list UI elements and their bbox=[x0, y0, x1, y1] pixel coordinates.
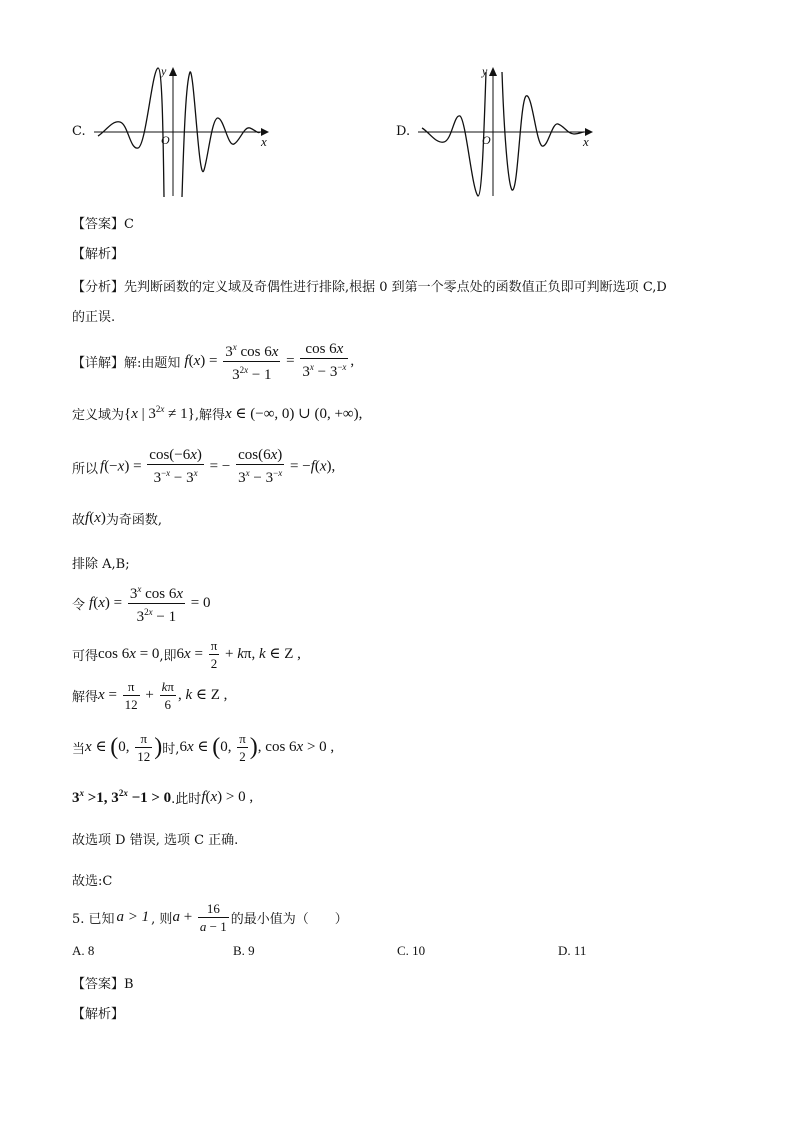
jiede-text: 解得 bbox=[72, 689, 99, 705]
graph-origin: O bbox=[482, 133, 491, 147]
graph-origin: O bbox=[161, 133, 170, 147]
formula-6x: 6x = $\frac{\pi}{2}$ + kπ, k ∈ Z , bbox=[176, 637, 301, 671]
q5-option-b: B. 9 bbox=[233, 943, 255, 958]
sign-line bbox=[72, 788, 253, 807]
detail-intro: 解:由题知 bbox=[124, 355, 181, 371]
exclude-line: 排除 A,B; bbox=[72, 557, 130, 572]
d-wrong-line: 故选项 D 错误, 选项 C 正确. bbox=[72, 833, 239, 848]
ling-text: 令 bbox=[72, 597, 86, 613]
domain-prefix: 定义域为 bbox=[72, 408, 125, 423]
fenxi-line-2: 的正误. bbox=[72, 310, 116, 325]
odd-conclusion-line bbox=[72, 509, 162, 528]
q5-answer-tag: 【答案】 bbox=[72, 977, 125, 992]
domain-line bbox=[72, 404, 362, 423]
gu-text: 故 bbox=[72, 513, 86, 528]
formula-sign: $3^x >1$, $3^{2x} -1 > 0$ bbox=[72, 788, 172, 806]
formula-f-neg-x: f(−x) = $\frac{\cos(-6x)}{3^{-x} - 3^x}$ = − $\frac{\cos(6x)}{3^x - 3^{-x}}$ = −f(x), bbox=[100, 447, 336, 486]
q5-answer-line bbox=[72, 973, 134, 992]
formula-zero-eq: f(x) = $\frac{3^x \cos 6x}{3^{2x} - 1}$ = 0 bbox=[89, 581, 210, 626]
formula-fx: f(x) bbox=[85, 510, 106, 526]
odd-text: 为奇函数, bbox=[105, 513, 162, 528]
fenxi-line-1 bbox=[72, 276, 667, 295]
interval-line bbox=[72, 724, 334, 770]
answer-tag: 【答案】 bbox=[72, 217, 125, 232]
ji-text: ,即 bbox=[159, 648, 177, 664]
graph-option-d bbox=[396, 62, 606, 202]
fenxi-text: 先判断函数的定义域及奇偶性进行排除,根据 0 到第一个零点处的函数值正负即可判断选项 C,D bbox=[124, 280, 667, 295]
formula-6x-interval: 6x ∈ (0, $\frac{\pi}{2}$ ), cos 6x > 0 , bbox=[179, 730, 335, 764]
graph-option-label: D. bbox=[396, 124, 411, 139]
formula-x-interval: x ∈ (0, $\frac{\pi}{12}$ ) bbox=[85, 730, 163, 764]
graph-axis-x: x bbox=[583, 134, 589, 149]
suoyi-text: 所以 bbox=[72, 461, 99, 477]
q5-condition: a > 1 bbox=[116, 908, 150, 925]
fenxi-tag: 【分析】 bbox=[72, 280, 125, 295]
formula-fx-def: f(x) = $\frac{3^x \cos 6x}{3^{2x} - 1}$ = $\frac{\cos 6x}{3^x - 3^{-x}}$ , bbox=[184, 339, 354, 384]
q5-suffix: 的最小值为（ ） bbox=[230, 911, 348, 927]
q5-option-d: D. 11 bbox=[558, 943, 587, 958]
formula-x-solution: x = $\frac{\pi}{12}$ + $\frac{k\pi}{6}$ , k ∈ Z , bbox=[98, 678, 228, 712]
q5-analysis-tag: 【解析】 bbox=[72, 1007, 125, 1022]
graph-option-label: C. bbox=[72, 124, 86, 139]
zero-line bbox=[72, 582, 210, 624]
formula-cos-zero: cos 6x = 0 bbox=[98, 645, 160, 662]
solve-x-line bbox=[72, 675, 227, 715]
answer-line bbox=[72, 213, 134, 232]
formula-domain-result: x ∈ (−∞, 0) ∪ (0, +∞), bbox=[224, 406, 363, 422]
detail-tag: 【详解】 bbox=[72, 355, 125, 371]
q5-prefix: 5. 已知 bbox=[72, 911, 115, 927]
cos-zero-line bbox=[72, 636, 301, 672]
formula-q5-expr: a + $\frac{16}{a - 1}$ bbox=[172, 900, 227, 934]
detail-line bbox=[72, 340, 354, 382]
formula-domain-set: {x | $3^{2x} \ne 1$} bbox=[124, 404, 195, 422]
graph-option-c bbox=[72, 62, 282, 202]
odd-derivation-line bbox=[72, 446, 335, 488]
formula-fx-positive: f(x) > 0 , bbox=[201, 789, 254, 805]
q5-stem bbox=[72, 898, 348, 936]
cishi-text: .此时 bbox=[171, 792, 202, 807]
domain-mid: ,解得 bbox=[194, 408, 225, 423]
analysis-tag: 【解析】 bbox=[72, 247, 125, 262]
graph-axis-x: x bbox=[261, 134, 267, 149]
graph-c-svg bbox=[72, 62, 282, 202]
graph-axis-y: y bbox=[482, 64, 488, 78]
shi-text: 时, bbox=[162, 741, 180, 757]
answer-value: C bbox=[124, 217, 134, 232]
q5-option-c: C. 10 bbox=[397, 943, 426, 958]
graph-axis-y: y bbox=[161, 64, 167, 78]
q5-option-a: A. 8 bbox=[72, 943, 95, 958]
dang-text: 当 bbox=[72, 741, 86, 757]
graph-d-svg bbox=[396, 62, 606, 202]
q5-answer-value: B bbox=[124, 977, 134, 992]
q5-mid: , 则 bbox=[151, 911, 173, 927]
kede-text: 可得 bbox=[72, 648, 99, 664]
choose-line: 故选:C bbox=[72, 874, 113, 889]
